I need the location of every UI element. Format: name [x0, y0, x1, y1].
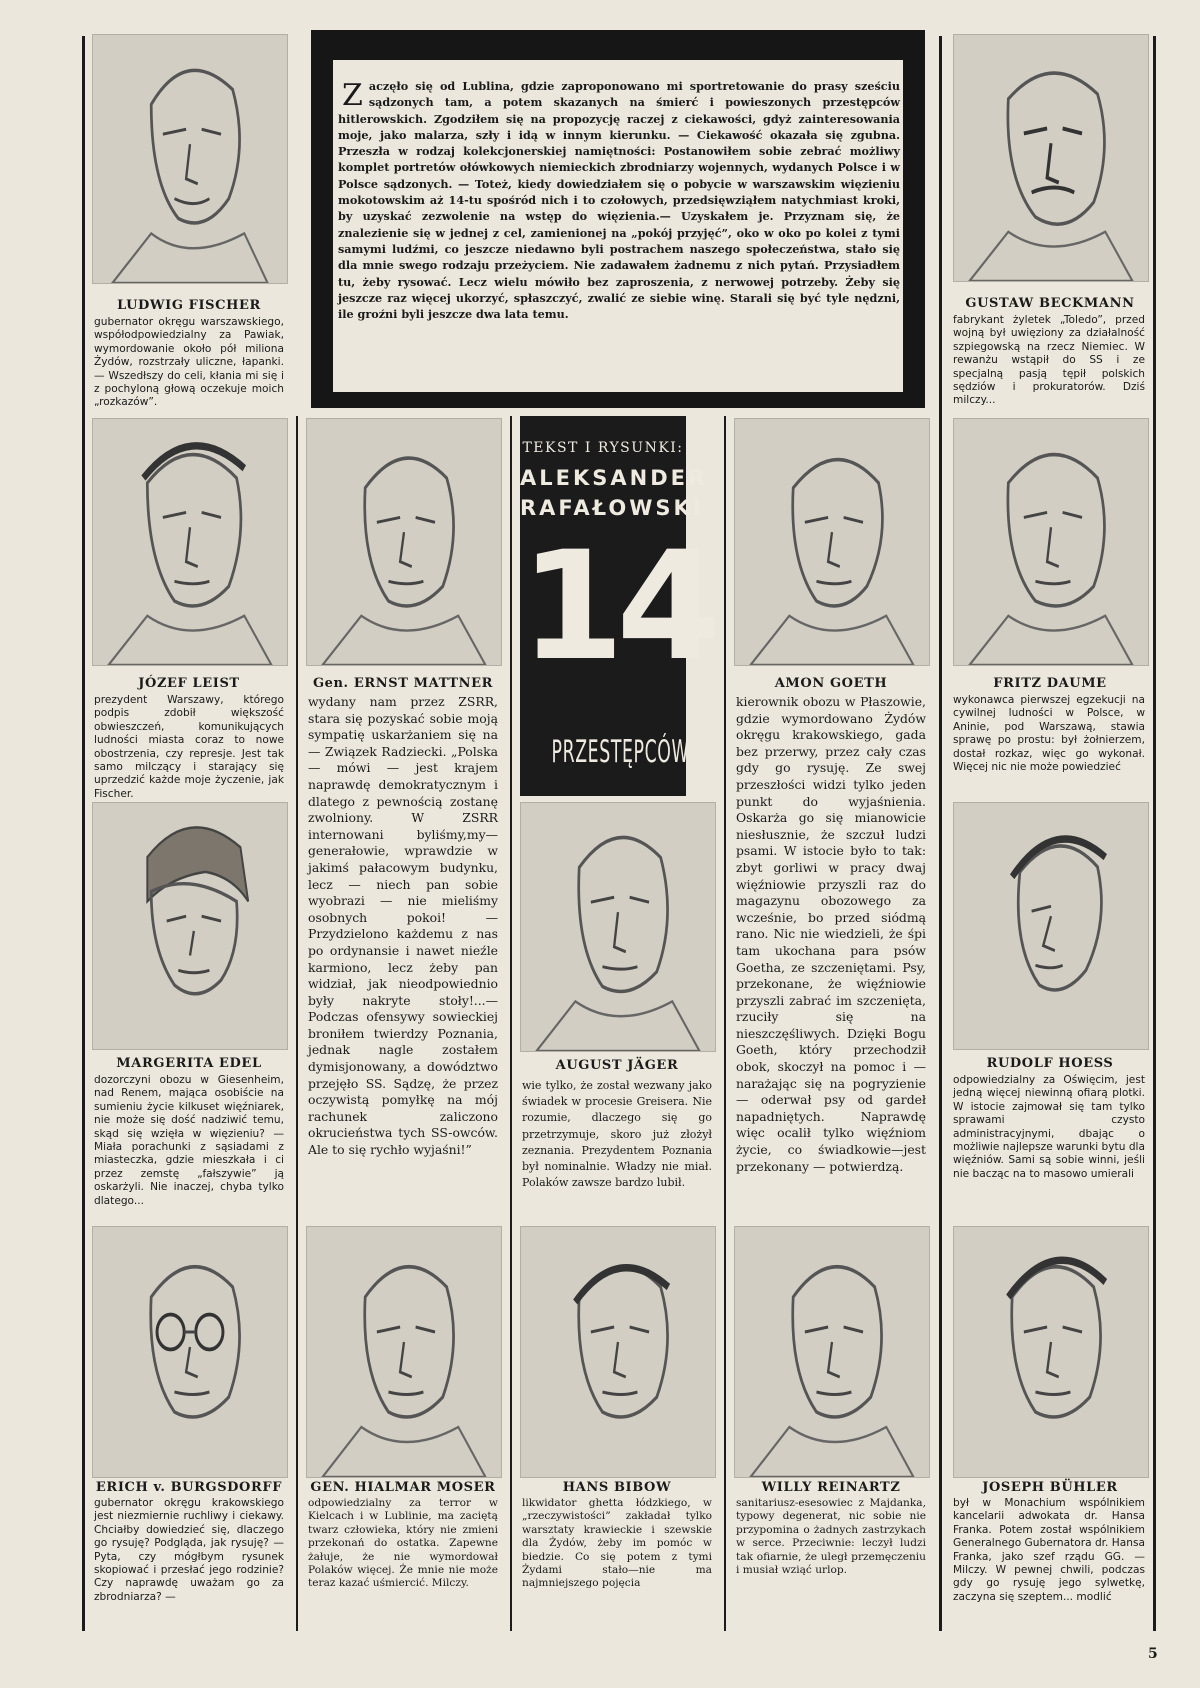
title-number: 14	[520, 520, 713, 694]
caption-burgsdorff: gubernator okręgu krakowskiego jest niezmiernie ruchliwy i ciekawy. Chciałby dowiedzieć się, dlaczego go rysuję? Podgląda, jak rysuję? — Pyta, czy mógłbym rysunek skopiować i przesłać jego rodzinie? Czy naprawdę uważam go za zbrodniarza? —	[94, 1497, 284, 1603]
intro-dropcap: Z	[342, 78, 363, 113]
caption-jager: wie tylko, że został wezwany jako świadek w procesie Greisera. Nie rozumie, dlaczego się go przetrzymuje, skoro już złożył zeznania. Prezydentem Poznania był nominalnie. Władzy nie miał. Polaków zawsze bardzo lubił.	[522, 1079, 712, 1190]
caption-moser: odpowiedzialny za terror w Kielcach i w Lublinie, ma zaciętą twarz człowieka, który nie zmieni przekonań do ostatka. Zapewne żałuje, że nie wymordował Polaków więcej. Że mnie nie może teraz kazać uśmiercić. Milczy.	[308, 1497, 498, 1590]
name-edel: MARGERITA EDEL	[116, 1056, 262, 1071]
caption-mattner: wydany nam przez ZSRR, stara się pozyskać sobie moją sympatię uskarżaniem się na — Związek Radziecki. „Polska — mówi — jest krajem naprawdę demokratycznym i dlatego z pewnością zostanę zwolniony. W ZSRR internowani byliśmy,my—generałowie, wprawdzie w jakimś pałacowym budynku, lecz — niech pan sobie wyobrazi — nie mieliśmy osobnych pokoi! — Przydzielono każdemu z nas po ordynansie i nawet nieźle karmiono, lecz żeby pan widział, jak nieodpowiednio były nakryte stoły!...— Podczas ofensywy sowieckiej broniłem twierdzy Poznania, jednak nagle zostałem dymisjonowany, a dowództwo przejęło SS. Sądzę, że przez oczywistą pomyłkę na mój rachunek zaliczono okrucieństwa tych SS-owców. Ale to się rychło wyjaśni!”	[308, 694, 498, 1158]
column-rule-far-right	[1153, 36, 1156, 1631]
portrait-drawing-fischer	[92, 34, 288, 284]
name-mattner: Gen. ERNST MATTNER	[312, 676, 494, 691]
portrait-drawing-edel	[92, 802, 288, 1050]
name-burgsdorff: ERICH v. BURGSDORFF	[95, 1480, 283, 1495]
author-first-name: ALEKSANDER	[520, 466, 708, 490]
caption-daume: wykonawca pierwszej egzekucji na cywilnej ludności w Polsce, w Aninie, pod Warszawą, stawia sprawę po prostu: był żołnierzem, dostał rozkaz, więc go wykonał. Więcej nic nie może powiedzieć	[953, 694, 1145, 774]
intro-body: aczęło się od Lublina, gdzie zaproponowano mi sportretowanie do prasy sześciu sądzonych tam, a potem skazanych na śmierć i powieszonych przestępców hitlerowskich. Zgodziłem się na propozycję raczej z ciekawości, gdyż zainteresowania moje, jako malarza, szły i idą w innym kierunku. — Ciekawość okazała się zgubna. Przeszła w rodzaj kolekcjonerskiej namiętności: Postanowiłem sobie zebrać możliwy komplet portretów ołówkowych niemieckich zbrodniarzy wojennych, wydanych Polsce i w Polsce sądzonych. — Toteż, kiedy dowiedziałem się o pobycie w warszawskim więzieniu mokotowskim aż 14-tu spośród nich i to czołowych, przedsięwziąłem natychmiast kroki, by uzyskać zezwolenie na wstęp do więzienia.— Uzyskałem je. Przyznam się, że znalezienie się w jednej z cel, zamienionej na „pokój przyjęć”, oko w oko po kolei z tymi samymi ludźmi, co jeszcze niedawno byli postrachem naszego społeczeństwa, stało się dla mnie swego rodzaju przeżyciem. Nie zadawałem żadnemu z nich pytań. Przysiadłem tu, żeby rysować. Lecz wielu mówiło bez zaproszenia, z nerwowej potrzeby. Żeby się jeszcze raz więcej ukorzyć, spłaszczyć, zwalić ze siebie winę. Starali się być tyle nędzni, ile groźni byli jeszcze dwa lata temu.	[338, 79, 900, 322]
column-rule-left	[82, 36, 85, 1631]
caption-beckmann: fabrykant żyletek „Toledo”, przed wojną był uwięziony za działalność szpiegowską na rzecz Niemiec. W rewanżu wstąpił do SS i ze specjalną pasją tępił polskich sędziów i prokuratorów. Dziś milczy...	[953, 314, 1145, 407]
intro-text	[338, 78, 900, 322]
column-rule-mid1	[296, 416, 298, 1631]
column-rule-right	[939, 36, 942, 1631]
portrait-drawing-beckmann	[953, 34, 1149, 282]
name-hoess: RUDOLF HOESS	[986, 1056, 1114, 1071]
caption-goeth: kierownik obozu w Płaszowie, gdzie wymordowano Żydów okręgu krakowskiego, gada bez przerwy, przez cały czas gdy go rysuję. Ze swej przeszłości widzi tylko jeden punkt do wyjaśnienia. Oskarża go się mianowicie niesłusznie, że szczuł ludzi psami. W istocie było to tak: zbyt gorliwi w pracy dwaj więźniowie przyszli raz do magazynu obozowego za wcześnie, bo przed siódmą rano. Nic nie wiedzieli, że śpi tam ukochana para psów Goetha, ze szczeniętami. Psy, przekonane, że więźniowie przyszli zabrać im szczenięta, rzuciły się na nieszczęśliwych. Dzięki Bogu Goeth, który przechodził obok, skoczył na pomoc i — narażając się na pogryzienie — oderwał psy od gardeł napadniętych. Naprawdę więc ocalił tylko więźniom życie, co świadkowie—jest przekonany — potwierdzą.	[736, 694, 926, 1174]
name-beckmann: GUSTAW BECKMANN	[965, 296, 1135, 311]
portrait-drawing-mattner	[306, 418, 502, 666]
column-rule-mid2	[510, 416, 512, 1631]
portrait-drawing-hoess	[953, 802, 1149, 1050]
portrait-drawing-moser	[306, 1226, 502, 1478]
name-buhler: JOSEPH BÜHLER	[982, 1480, 1118, 1495]
portrait-drawing-daume	[953, 418, 1149, 666]
portrait-drawing-bibow	[520, 1226, 716, 1478]
page-number: 5	[1148, 1646, 1158, 1662]
title-word: PRZESTĘPCÓW	[551, 734, 690, 770]
column-rule-mid3	[724, 416, 726, 1631]
caption-fischer: gubernator okręgu warszawskiego, współodpowiedzialny za Pawiak, wymordowanie około pół miliona Żydów, rozstrzały uliczne, łapanki. — Wszedłszy do celi, kłania mi się i z pochyloną głową oczekuje moich „rozkazów”.	[94, 316, 284, 409]
name-leist: JÓZEF LEIST	[138, 676, 240, 691]
caption-hoess: odpowiedzialny za Oświęcim, jest jedną więcej niewinną ofiarą plotki. W istocie zajmował się tam tylko sprawami czysto administracyjnymi, dbając o możliwie najlepsze warunki bytu dla więźniów. Sami są sobie winni, jeśli nie bacząc na to masowo umierali	[953, 1074, 1145, 1180]
portrait-drawing-jager	[520, 802, 716, 1052]
name-goeth: AMON GOETH	[774, 676, 888, 691]
name-moser: GEN. HIALMAR MOSER	[310, 1480, 496, 1495]
name-bibow: HANS BIBOW	[562, 1480, 672, 1495]
caption-leist: prezydent Warszawy, którego podpis zdobił większość obwieszczeń, komunikujących ludności miasta coraz to nowe obostrzenia, czy represje. Jest tak samo milczący i starający się uprzedzić każde moje życzenie, jak Fischer.	[94, 694, 284, 800]
caption-buhler: był w Monachium wspólnikiem kancelarii adwokata dr. Hansa Franka. Potem został wspólnikiem Generalnego Gubernatora dr. Hansa Franka, jako szef rządu GG. — Milczy. W pewnej chwili, podczas gdy go rysuję jego sylwetkę, zaczyna się szeptem... modlić	[953, 1497, 1145, 1603]
portrait-drawing-goeth	[734, 418, 930, 666]
portrait-drawing-buhler	[953, 1226, 1149, 1478]
caption-bibow: likwidator ghetta łódzkiego, w „rzeczywistości” zakładał tylko warsztaty krawieckie i szewskie dla Żydów, żeby im pomóc w biedzie. Co się potem z tymi Żydami stało—nie ma najmniejszego pojęcia	[522, 1497, 712, 1590]
title-block	[520, 416, 713, 796]
name-jager: AUGUST JÄGER	[555, 1058, 679, 1073]
title-label: TEKST I RYSUNKI:	[522, 440, 684, 456]
caption-edel: dozorczyni obozu w Giesenheim, nad Renem, mająca osobiście na sumieniu życie kilkuset więźniarek, nie może się dość nadziwić temu, skąd się wzięła w więzieniu? — Miała porachunki z sąsiadami z miasteczka, gdzie mieszkała i ci przez zemstę „fałszywie” ją oskarżyli. Nie inaczej, chyba tylko dlatego...	[94, 1074, 284, 1207]
author-last-name: RAFAŁOWSKI	[520, 496, 704, 520]
name-fischer: LUDWIG FISCHER	[117, 298, 261, 313]
portrait-drawing-leist	[92, 418, 288, 666]
name-daume: FRITZ DAUME	[993, 676, 1107, 691]
caption-reinartz: sanitariusz-esesowiec z Majdanka, typowy degenerat, nic sobie nie przypomina o żadnych zastrzykach w serce. Przeciwnie: leczył ludzi tak ofiarnie, że uległ przemęczeniu i musiał wziąć urlop.	[736, 1497, 926, 1577]
name-reinartz: WILLY REINARTZ	[761, 1480, 901, 1495]
portrait-drawing-reinartz	[734, 1226, 930, 1478]
portrait-drawing-burgsdorff	[92, 1226, 288, 1478]
